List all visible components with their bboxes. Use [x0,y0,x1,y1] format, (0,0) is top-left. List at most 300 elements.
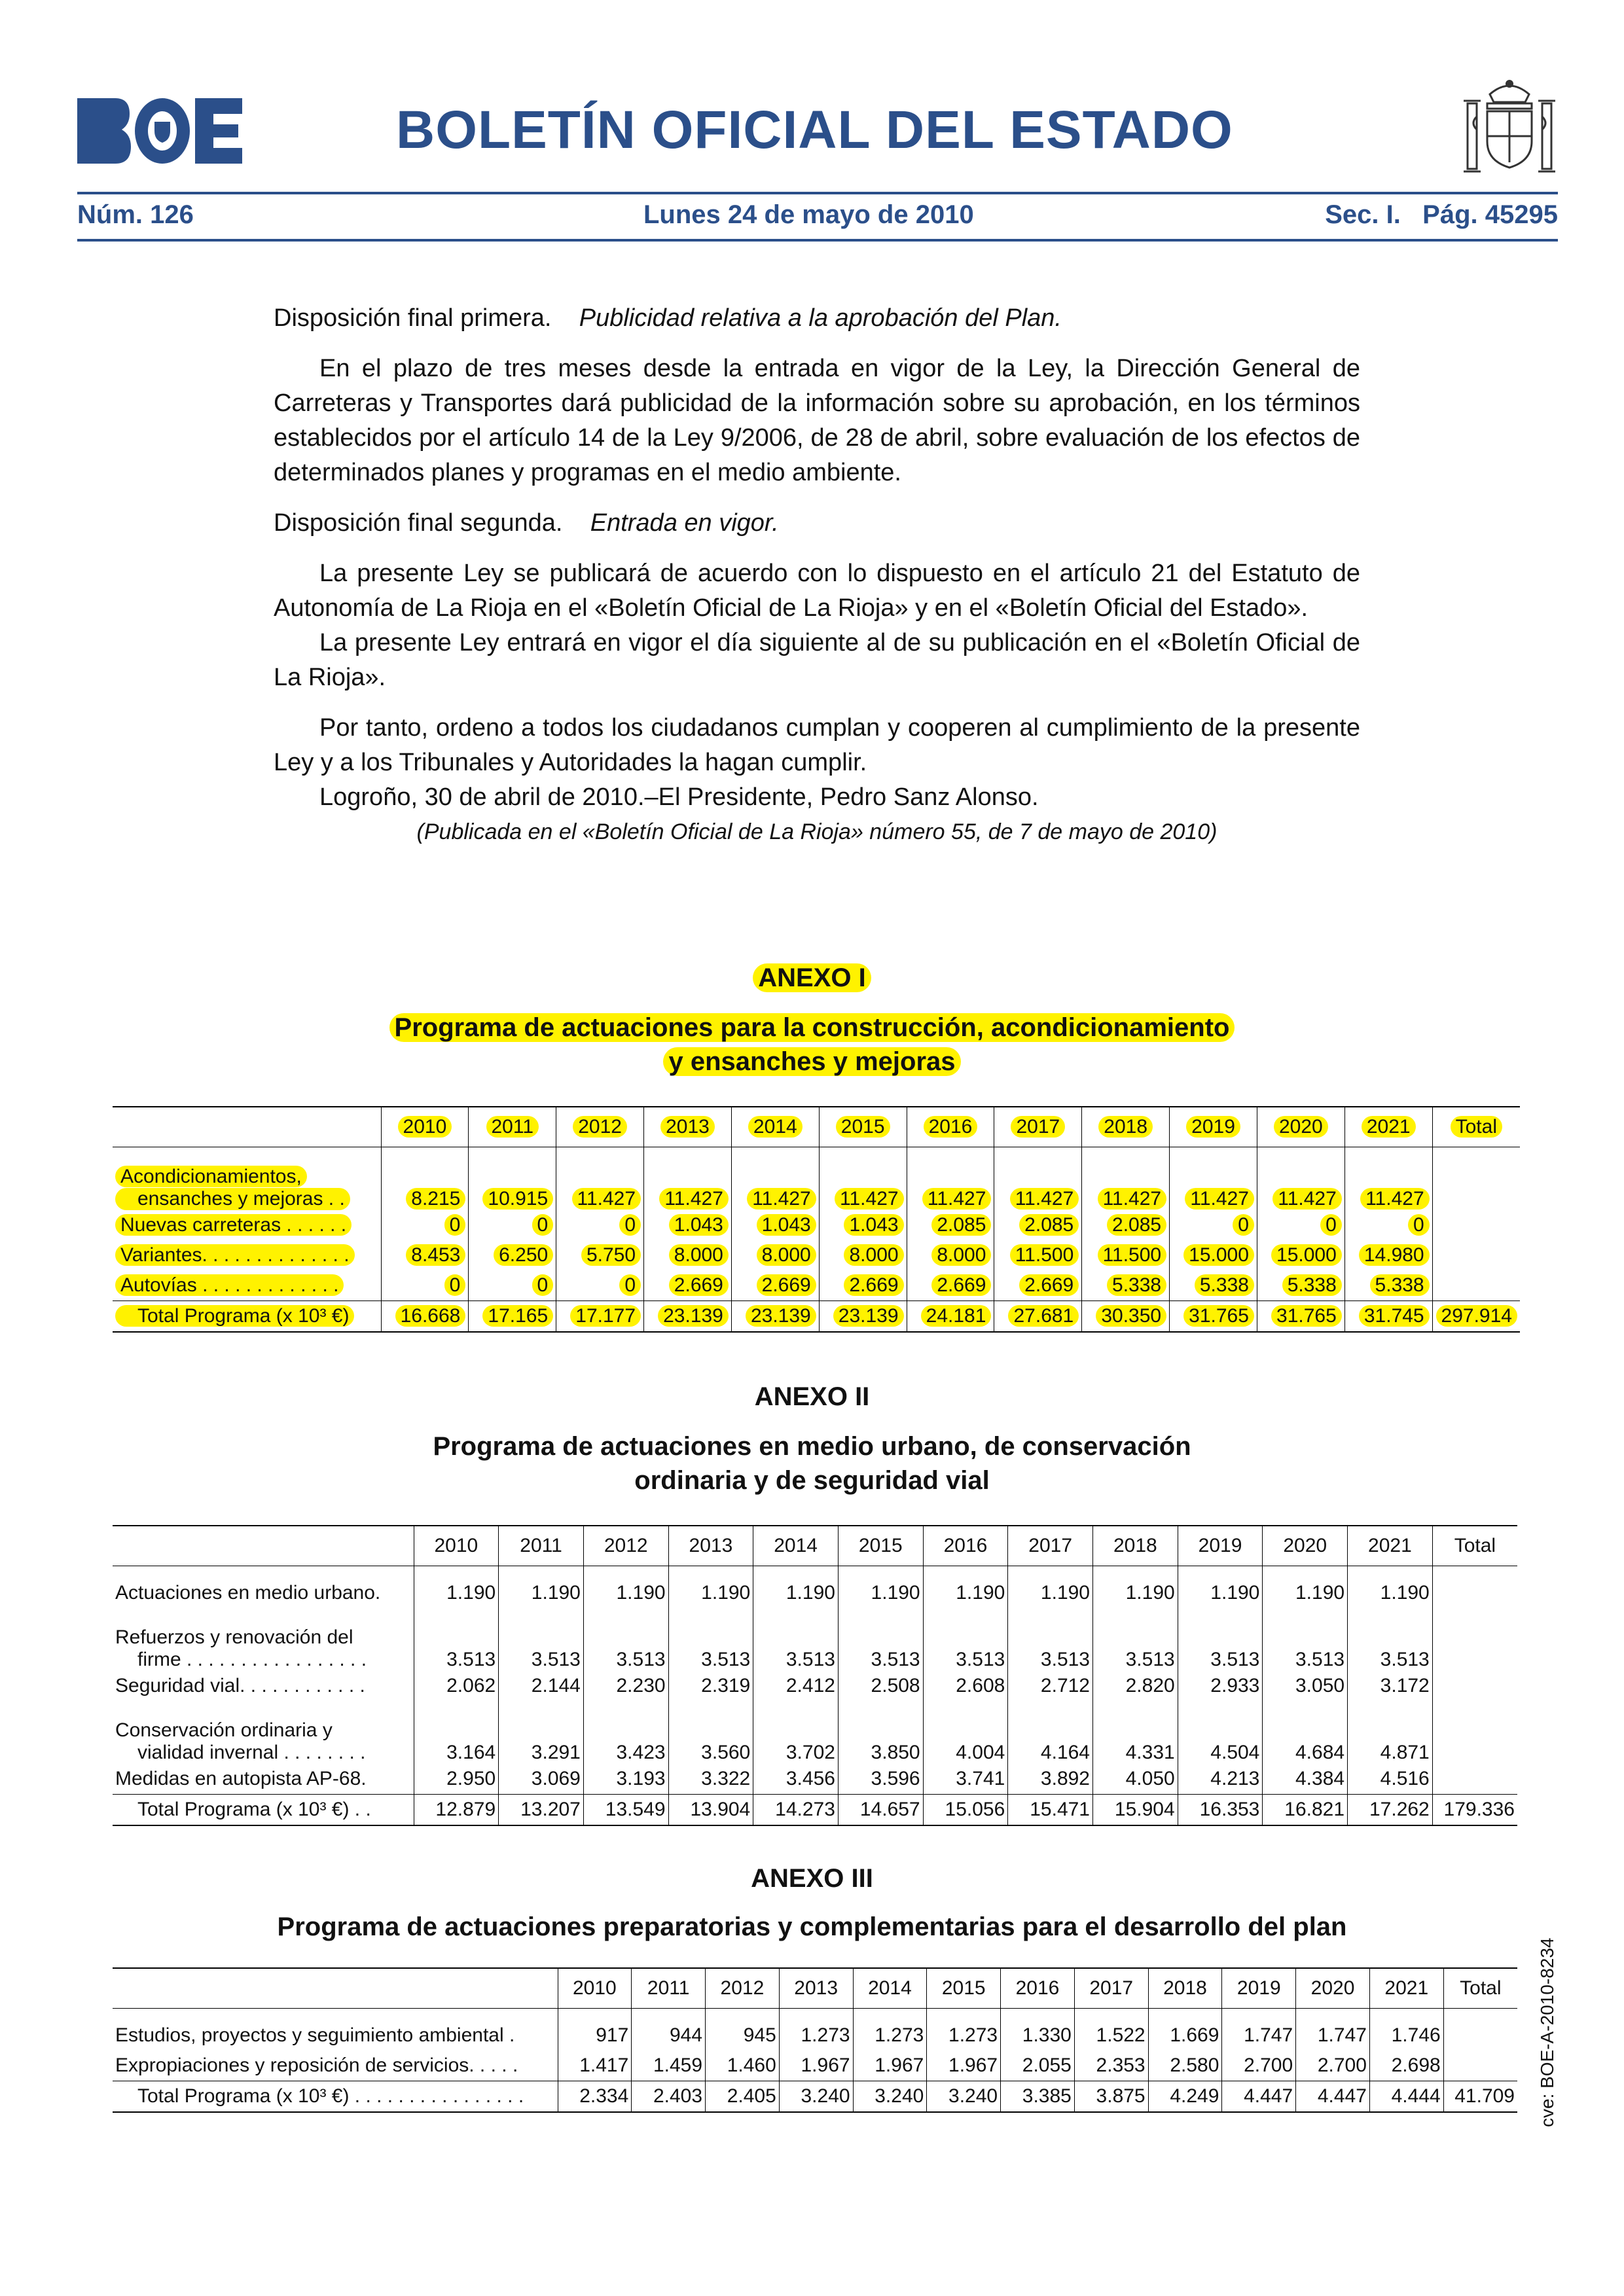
total-row [113,2081,1517,2113]
annex1-subtitle-line1: Programa de actuaciones para la construcción, acondicionamiento [389,1013,1235,1042]
value-cell: 2.950 [414,1764,499,1795]
value-cell: 0 [619,1214,641,1236]
value-cell: 3.560 [668,1701,753,1764]
value-cell: 10.915 [482,1188,553,1210]
column-header: 2016 [924,1116,978,1138]
header-rule-bottom [77,239,1558,242]
value-cell: 1.967 [927,2051,1001,2081]
value-cell: 0 [444,1214,466,1236]
annex1-table [113,1106,1520,1333]
row-label [113,2051,558,2081]
column-header: Total [1443,1968,1517,2009]
value-cell: 11.427 [922,1188,992,1210]
value-cell: 3.456 [753,1764,839,1795]
column-header: Total [1432,1526,1517,1566]
total-value-cell: 27.681 [1008,1305,1079,1327]
total-value-cell: 3.385 [1001,2081,1075,2113]
value-cell: 3.513 [583,1608,668,1671]
value-cell: 3.513 [1178,1608,1263,1671]
value-cell [1432,1764,1517,1795]
table-header-row [113,1526,1517,1566]
masthead-title: BOLETÍN OFICIAL DEL ESTADO [396,100,1233,160]
value-cell: 2.933 [1178,1671,1263,1701]
value-cell: 11.500 [1098,1244,1167,1266]
total-value-cell: 2.405 [706,2081,780,2113]
total-value-cell: 23.139 [658,1305,729,1327]
header-label-cell [113,1526,414,1566]
value-cell [1432,1608,1517,1671]
column-header: 2013 [668,1526,753,1566]
total-value-cell: 23.139 [746,1305,816,1327]
value-cell [1443,2051,1517,2081]
column-header: 2012 [706,1968,780,2009]
column-header: 2017 [1008,1526,1093,1566]
table-row [113,2051,1517,2081]
value-cell: 8.000 [669,1244,729,1266]
value-cell: 11.427 [1272,1188,1342,1210]
total-label: Total Programa (x 10³ €) . . [137,1799,371,1820]
column-header: 2011 [632,1968,706,2009]
table-row [113,1240,1520,1270]
value-cell: 2.608 [923,1671,1008,1701]
total-value-cell: 13.904 [668,1795,753,1826]
row-label-line2: ensanches y mejoras . . [115,1188,350,1210]
row-label-text: Expropiaciones y reposición de servicios. . . . . [115,2054,518,2076]
df1-text: En el plazo de tres meses desde la entrada en vigor de la Ley, la Dirección General de Carreteras y Transportes dará publicidad de la información sobre su aprobación, en los términos establecidos por el artículo 14 de la Ley 9/2006, de 28 de abril, sobre evaluación de los efectos de determinados planes y programas en el medio ambiente. [274,355,1360,486]
value-cell: 2.669 [1019,1274,1079,1296]
column-header: 2015 [927,1968,1001,2009]
value-cell [1443,2009,1517,2051]
column-header: 2020 [1274,1116,1328,1138]
table-header-row [113,1968,1517,2009]
total-value-cell: 30.350 [1096,1305,1166,1327]
value-cell: 4.164 [1008,1701,1093,1764]
row-label-line2: firme . . . . . . . . . . . . . . . . . [137,1649,367,1670]
annex1-subtitle [0,1011,1624,1079]
total-label-cell [113,2081,558,2113]
column-header: 2012 [583,1526,668,1566]
value-cell: 3.193 [583,1764,668,1795]
value-cell: 3.513 [923,1608,1008,1671]
table-row [113,1147,1520,1210]
value-cell: 3.164 [414,1701,499,1764]
column-header: 2011 [486,1116,539,1138]
value-cell: 3.423 [583,1701,668,1764]
total-value-cell: 41.709 [1443,2081,1517,2113]
value-cell: 1.330 [1001,2009,1075,2051]
column-header: 2018 [1098,1116,1153,1138]
value-cell: 1.273 [927,2009,1001,2051]
column-header: 2010 [398,1116,452,1138]
column-header: 2015 [838,1526,923,1566]
df2-heading: Disposición final segunda. [274,509,563,537]
value-cell: 14.980 [1359,1244,1430,1266]
value-cell: 1.273 [853,2009,927,2051]
value-cell: 11.427 [747,1188,816,1210]
annex2-subtitle-line1: Programa de actuaciones en medio urbano, de conservación [433,1432,1191,1461]
annex3-table [113,1967,1517,2113]
row-label [113,2009,558,2051]
annex2-subtitle [0,1429,1624,1498]
value-cell: 3.291 [499,1701,584,1764]
value-cell: 8.000 [931,1244,991,1266]
total-value-cell: 17.177 [570,1305,641,1327]
body-text [274,301,1360,850]
total-value-cell: 17.262 [1348,1795,1433,1826]
column-header: 2012 [573,1116,627,1138]
value-cell: 4.050 [1093,1764,1178,1795]
table-row [113,1566,1517,1609]
row-label [113,1671,414,1701]
value-cell: 4.684 [1263,1701,1348,1764]
value-cell [1432,1566,1517,1609]
value-cell: 8.000 [757,1244,816,1266]
value-cell: 3.322 [668,1764,753,1795]
value-cell: 1.190 [1008,1566,1093,1609]
row-label-line1: Conservación ordinaria y [115,1719,333,1741]
value-cell: 1.522 [1074,2009,1148,2051]
value-cell: 1.967 [779,2051,853,2081]
total-label-cell [113,1300,381,1332]
section-page: Sec. I. Pág. 45295 [1325,200,1558,229]
total-value-cell: 23.139 [833,1305,904,1327]
value-cell: 2.085 [931,1214,991,1236]
value-cell: 11.427 [659,1188,729,1210]
annex3-subtitle [0,1910,1624,1944]
value-cell: 1.459 [632,2051,706,2081]
value-cell: 11.427 [835,1188,904,1210]
value-cell: 3.513 [499,1608,584,1671]
total-value-cell: 2.334 [558,2081,632,2113]
value-cell: 15.000 [1183,1244,1254,1266]
value-cell: 6.250 [494,1244,553,1266]
row-label-text: Medidas en autopista AP-68. [115,1768,367,1789]
column-header: 2019 [1186,1116,1240,1138]
df2-title: Entrada en vigor. [590,509,779,537]
total-value-cell: 12.879 [414,1795,499,1826]
column-header: 2021 [1362,1116,1416,1138]
total-value-cell: 4.444 [1369,2081,1443,2113]
value-cell: 11.427 [1098,1188,1167,1210]
value-cell: 1.190 [583,1566,668,1609]
value-cell: 11.427 [1185,1188,1254,1210]
annex1-title-text: ANEXO I [753,963,871,992]
value-cell: 2.085 [1107,1214,1166,1236]
issue-date: Lunes 24 de mayo de 2010 [643,200,974,229]
value-cell: 3.050 [1263,1671,1348,1701]
column-header: 2016 [923,1526,1008,1566]
table-row [113,1270,1520,1301]
value-cell: 3.596 [838,1764,923,1795]
df2-heading-line [274,506,1360,541]
value-cell: 1.043 [844,1214,903,1236]
value-cell: 2.508 [838,1671,923,1701]
table-row [113,1764,1517,1795]
total-label-cell [113,1795,414,1826]
total-value-cell: 297.914 [1436,1305,1517,1327]
value-cell: 5.338 [1282,1274,1342,1296]
value-cell: 1.190 [1093,1566,1178,1609]
value-cell: 1.460 [706,2051,780,2081]
value-cell: 3.892 [1008,1764,1093,1795]
row-label-text: Autovías . . . . . . . . . . . . . [115,1274,344,1296]
df2-text-1: La presente Ley se publicará de acuerdo con lo dispuesto en el artículo 21 del Estatuto de Autonomía de La Rioja en el «Boletín Oficial de La Rioja» y en el «Boletín Oficial del Estado». [274,560,1360,622]
row-label [113,1210,381,1240]
value-cell: 4.516 [1348,1764,1433,1795]
total-row [113,1300,1520,1332]
row-label [113,1701,414,1764]
total-value-cell: 17.165 [482,1305,553,1327]
value-cell: 5.338 [1195,1274,1254,1296]
column-header: 2014 [748,1116,803,1138]
table-row [113,1671,1517,1701]
column-header: 2013 [660,1116,715,1138]
value-cell: 3.702 [753,1701,839,1764]
column-header: 2017 [1011,1116,1065,1138]
value-cell: 4.004 [923,1701,1008,1764]
value-cell [1432,1701,1517,1764]
total-value-cell: 16.668 [395,1305,466,1327]
value-cell: 1.190 [923,1566,1008,1609]
coat-of-arms-icon [1461,77,1558,182]
annex1-title [0,963,1624,993]
value-cell: 8.453 [406,1244,465,1266]
row-label-text: Variantes. . . . . . . . . . . . . . [115,1244,355,1266]
value-cell: 0 [619,1274,641,1296]
value-cell: 2.085 [1019,1214,1079,1236]
row-label [113,1764,414,1795]
value-cell: 0 [1320,1214,1342,1236]
value-cell: 3.069 [499,1764,584,1795]
row-label-text: Estudios, proyectos y seguimiento ambiental . [115,2024,515,2046]
value-cell: 5.338 [1370,1274,1430,1296]
value-cell: 2.700 [1296,2051,1370,2081]
value-cell: 0 [532,1274,554,1296]
column-header: 2017 [1074,1968,1148,2009]
value-cell: 1.190 [1348,1566,1433,1609]
value-cell: 2.230 [583,1671,668,1701]
column-header: 2016 [1001,1968,1075,2009]
value-cell: 4.871 [1348,1701,1433,1764]
value-cell: 2.669 [669,1274,729,1296]
value-cell: 1.747 [1296,2009,1370,2051]
total-value-cell: 16.353 [1178,1795,1263,1826]
row-label [113,1566,414,1609]
value-cell: 3.513 [838,1608,923,1671]
annex2-table [113,1525,1517,1826]
table-row [113,1210,1520,1240]
row-label [113,1147,381,1210]
total-value-cell: 3.240 [927,2081,1001,2113]
value-cell [1432,1270,1520,1301]
publication-note: (Publicada en el «Boletín Oficial de La Rioja» número 55, de 7 de mayo de 2010) [416,819,1218,844]
value-cell: 2.353 [1074,2051,1148,2081]
value-cell: 5.338 [1107,1274,1166,1296]
total-value-cell: 31.765 [1271,1305,1342,1327]
row-label-line2: vialidad invernal . . . . . . . . [137,1742,366,1763]
value-cell: 2.820 [1093,1671,1178,1701]
value-cell: 3.513 [1008,1608,1093,1671]
column-header: 2013 [779,1968,853,2009]
value-cell: 4.384 [1263,1764,1348,1795]
value-cell: 3.850 [838,1701,923,1764]
value-cell: 4.331 [1093,1701,1178,1764]
value-cell: 1.190 [753,1566,839,1609]
value-cell: 2.669 [757,1274,816,1296]
value-cell: 944 [632,2009,706,2051]
value-cell: 1.190 [1178,1566,1263,1609]
value-cell: 15.000 [1271,1244,1342,1266]
row-label [113,1270,381,1301]
table-row [113,1608,1517,1671]
cve-code: cve: BOE-A-2010-8234 [1537,1937,1557,2127]
row-label [113,1608,414,1671]
annex3-subtitle-line1: Programa de actuaciones preparatorias y complementarias para el desarrollo del plan [277,1912,1347,1941]
value-cell: 1.190 [1263,1566,1348,1609]
value-cell: 3.513 [668,1608,753,1671]
column-header: 2015 [836,1116,890,1138]
row-label-line1: Refuerzos y renovación del [115,1626,353,1648]
column-header: 2020 [1263,1526,1348,1566]
value-cell: 2.412 [753,1671,839,1701]
value-cell: 917 [558,2009,632,2051]
value-cell: 3.513 [753,1608,839,1671]
value-cell: 2.580 [1148,2051,1222,2081]
total-value-cell: 14.273 [753,1795,839,1826]
signature: Logroño, 30 de abril de 2010.–El Presidente, Pedro Sanz Alonso. [319,783,1039,811]
value-cell: 11.427 [572,1188,641,1210]
header-label-cell [113,1968,558,2009]
value-cell: 1.190 [838,1566,923,1609]
column-header: 2018 [1148,1968,1222,2009]
total-value-cell: 15.471 [1008,1795,1093,1826]
value-cell: 1.190 [499,1566,584,1609]
total-value-cell: 4.447 [1296,2081,1370,2113]
column-header: 2011 [499,1526,584,1566]
header-rule-top [77,192,1558,194]
value-cell: 3.172 [1348,1671,1433,1701]
column-header: 2018 [1093,1526,1178,1566]
boe-logo-icon [77,98,242,164]
total-value-cell: 16.821 [1263,1795,1348,1826]
total-value-cell: 31.765 [1183,1305,1254,1327]
total-value-cell: 13.207 [499,1795,584,1826]
column-header: 2010 [414,1526,499,1566]
total-row [113,1795,1517,1826]
total-value-cell: 2.403 [632,2081,706,2113]
value-cell: 1.417 [558,2051,632,2081]
column-header: 2021 [1369,1968,1443,2009]
value-cell: 2.319 [668,1671,753,1701]
total-value-cell: 15.056 [923,1795,1008,1826]
df1-heading: Disposición final primera. [274,304,552,332]
total-value-cell: 4.447 [1222,2081,1296,2113]
annex2-title: ANEXO II [754,1382,870,1411]
column-header: 2019 [1222,1968,1296,2009]
column-header: 2010 [558,1968,632,2009]
value-cell: 1.273 [779,2009,853,2051]
value-cell: 2.669 [844,1274,903,1296]
value-cell: 2.700 [1222,2051,1296,2081]
value-cell: 2.062 [414,1671,499,1701]
row-label-text: Nuevas carreteras . . . . . . [115,1214,352,1236]
total-label: Total Programa (x 10³ €) . . . . . . . . . . . . . . . . [137,2085,524,2107]
header-label-cell [113,1107,381,1147]
column-header: 2020 [1296,1968,1370,2009]
value-cell [1432,1240,1520,1270]
value-cell: 3.741 [923,1764,1008,1795]
value-cell: 945 [706,2009,780,2051]
total-value-cell: 15.904 [1093,1795,1178,1826]
value-cell: 0 [444,1274,466,1296]
value-cell [1432,1210,1520,1240]
issue-number: Núm. 126 [77,200,194,229]
table-row [113,2009,1517,2051]
total-value-cell: 3.240 [853,2081,927,2113]
total-value-cell: 3.240 [779,2081,853,2113]
value-cell: 3.513 [1263,1608,1348,1671]
value-cell: 1.746 [1369,2009,1443,2051]
value-cell: 1.043 [757,1214,816,1236]
value-cell: 3.513 [414,1608,499,1671]
column-header: 2019 [1178,1526,1263,1566]
column-header: 2014 [853,1968,927,2009]
total-label: Total Programa (x 10³ €) [115,1305,354,1327]
value-cell: 0 [1233,1214,1254,1236]
value-cell: 4.504 [1178,1701,1263,1764]
value-cell: 1.043 [669,1214,729,1236]
value-cell: 2.712 [1008,1671,1093,1701]
value-cell: 3.513 [1093,1608,1178,1671]
column-header: Total [1451,1116,1502,1138]
value-cell: 3.513 [1348,1608,1433,1671]
value-cell: 0 [532,1214,554,1236]
value-cell: 11.500 [1010,1244,1079,1266]
value-cell: 0 [1408,1214,1430,1236]
total-value-cell: 31.745 [1359,1305,1430,1327]
value-cell: 4.213 [1178,1764,1263,1795]
column-header: 2014 [753,1526,839,1566]
value-cell [1432,1671,1517,1701]
total-value-cell: 13.549 [583,1795,668,1826]
row-label-line1: Acondicionamientos, [115,1166,307,1187]
value-cell: 2.669 [931,1274,991,1296]
value-cell: 1.190 [414,1566,499,1609]
row-label [113,1240,381,1270]
value-cell: 2.055 [1001,2051,1075,2081]
value-cell: 11.427 [1360,1188,1430,1210]
value-cell: 1.967 [853,2051,927,2081]
value-cell: 2.144 [499,1671,584,1701]
value-cell [1432,1147,1520,1210]
total-value-cell: 24.181 [921,1305,992,1327]
value-cell: 1.669 [1148,2009,1222,2051]
value-cell: 11.427 [1010,1188,1079,1210]
total-value-cell: 3.875 [1074,2081,1148,2113]
annex3-title: ANEXO III [751,1864,873,1893]
value-cell: 5.750 [581,1244,641,1266]
column-header: 2021 [1348,1526,1433,1566]
value-cell: 1.190 [668,1566,753,1609]
annex2-subtitle-line2: ordinaria y de seguridad vial [634,1466,990,1495]
annex1-subtitle-line2: y ensanches y mejoras [663,1047,960,1076]
df1-title: Publicidad relativa a la aprobación del Plan. [579,304,1062,332]
value-cell: 2.698 [1369,2051,1443,2081]
table-header-row [113,1107,1520,1147]
value-cell: 1.747 [1222,2009,1296,2051]
row-label-text: Actuaciones en medio urbano. [115,1582,381,1604]
closing-text: Por tanto, ordeno a todos los ciudadanos cumplan y cooperen al cumplimiento de la presente Ley y a los Tribunales y Autoridades la hagan cumplir. [274,714,1360,776]
